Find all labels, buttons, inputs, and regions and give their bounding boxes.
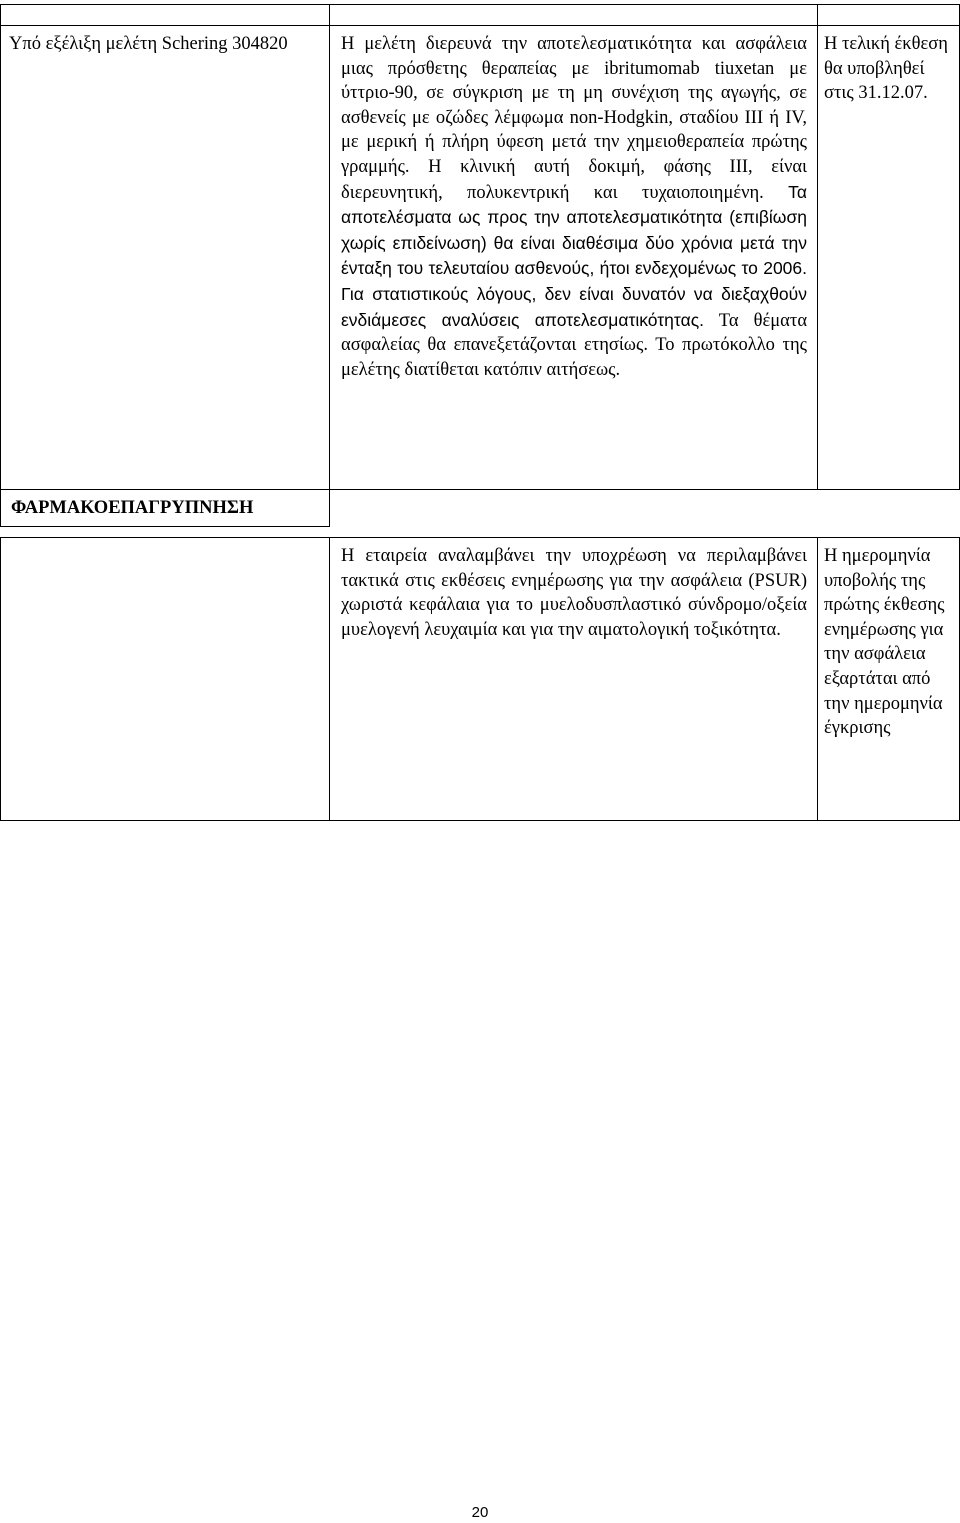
gap-row: [1, 527, 960, 538]
description-cell: [330, 538, 818, 821]
table-row: [1, 26, 960, 490]
study-cell: [1, 26, 330, 490]
description-serif-end: Τα θέματα ασφαλείας θα επανεξετάζονται ετησίως. Το πρωτόκολλο της μελέτης διατίθεται κατόπιν αιτήσεως.: [341, 310, 808, 380]
psur-timing: Η ημερομηνία υποβολής της πρώτης έκθεσης ενημέρωσης για την ασφάλεια εξαρτάται από την ημερομηνία έγκρισης: [824, 546, 945, 739]
table-row: [1, 538, 960, 821]
timing-cell: [818, 538, 960, 821]
psur-description: Η εταιρεία αναλαμβάνει την υποχρέωση να περιλαμβάνει τακτικά στις εκθέσεις ενημέρωσης για την ασφάλεια (PSUR) χωριστά κεφάλαια για το μυελοδυσπλαστικό σύνδρομο/οξεία μυελογενή λευχαιμία και για την αιματολογική τοξικότητα.: [341, 546, 807, 640]
table-header-row: [1, 5, 960, 26]
empty-cell: [1, 538, 330, 821]
page-number: 20: [471, 1504, 489, 1521]
section-heading-row: [1, 490, 960, 527]
section-heading: ΦΑΡΜΑΚΟΕΠΑΓΡΥΠΝΗΣΗ: [11, 498, 254, 518]
study-timing: Η τελική έκθεση θα υποβληθεί στις 31.12.07.: [824, 34, 948, 104]
study-description: [330, 26, 817, 386]
commitments-table: [0, 4, 960, 821]
study-name: Υπό εξέλιξη μελέτη Schering 304820: [9, 34, 288, 54]
timing-cell: [818, 26, 960, 490]
description-cell: [330, 26, 818, 490]
description-serif: Η μελέτη διερευνά την αποτελεσματικότητα και ασφάλεια μιας πρόσθετης θεραπείας με ibritumomab tiuxetan με ύττριο-90, σε σύγκριση με τη μη συνέχιση της αγωγής, σε ασθενείς με οζώδες λέμφωμα non-Hodgkin, σταδίου ΙΙΙ ή IV, με μερική ή πλήρη ύφεση μετά την χημειοθεραπεία πρώτης γραμμής. Η κλινική αυτή δοκιμή, φάσης ΙΙΙ, είναι διερευνητική, πολυκεντρική και τυχαιοποιημένη.: [341, 34, 807, 203]
description-sans: Τα αποτελέσματα ως προς την αποτελεσματικότητα (επιβίωση χωρίς επιδείνωση) θα είναι διαθέσιμα δύο χρόνια μετά την ένταξη του τελευταίου ασθενούς, ήτοι ενδεχομένως το 2006. Για στατιστικούς λόγους, δεν είναι δυνατόν να διεξαχθούν ενδιάμεσες αναλύσεις αποτελεσματικότητας.: [341, 181, 807, 330]
